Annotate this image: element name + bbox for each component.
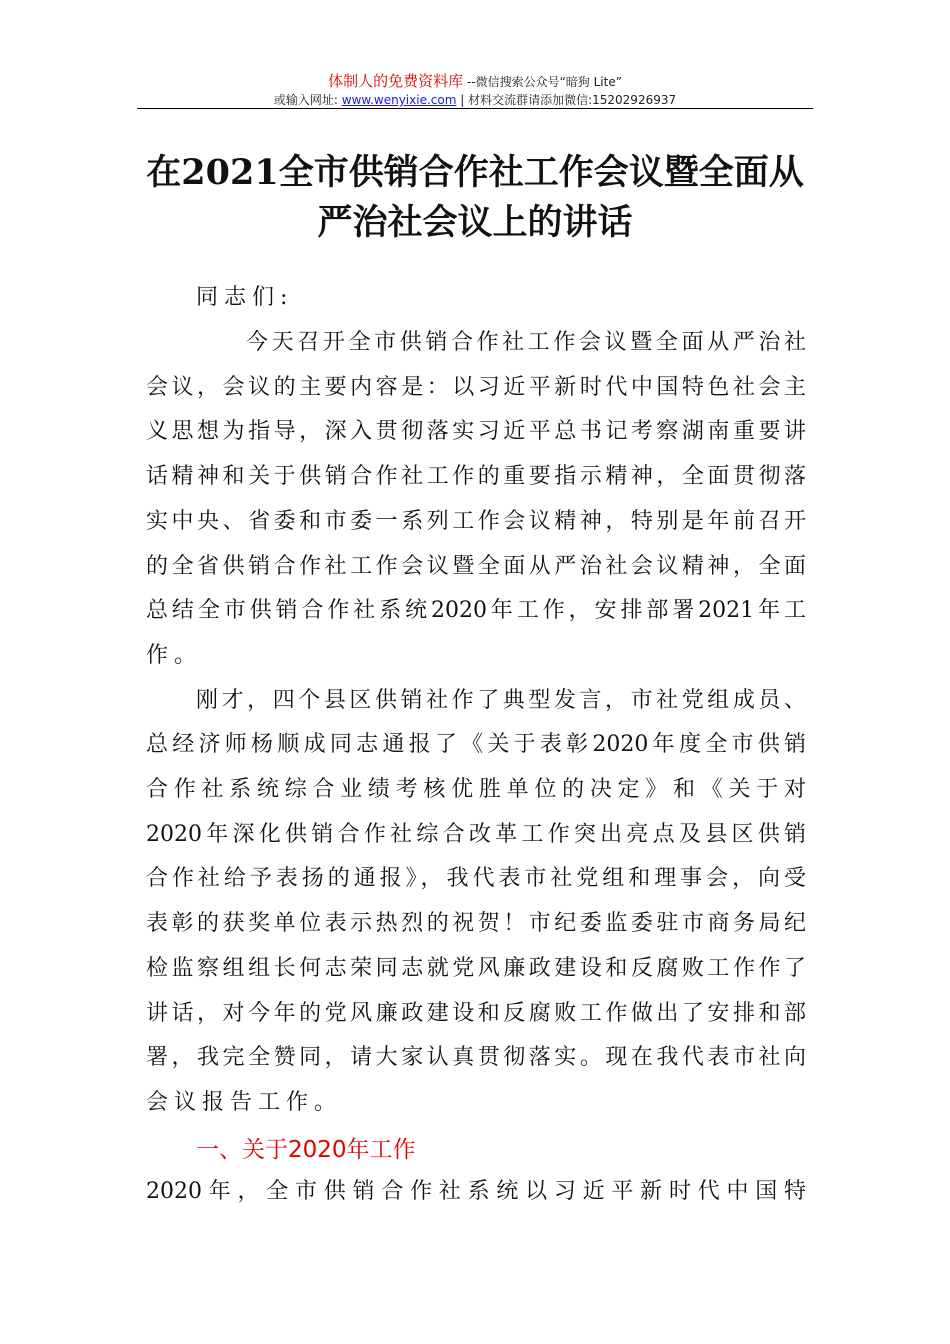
title-line-1: 在2021全市供销合作社工作会议暨全面从 [146, 152, 804, 193]
body-line: 会议，会议的主要内容是：以习近平新时代中国特色社会主 [146, 374, 806, 400]
body-line: 会议报告工作。 [146, 1089, 343, 1115]
body-line: 合作社给予表扬的通报》，我代表市社党组和理事会，向受 [146, 866, 806, 892]
body-line: 讲话，对今年的党风廉政建设和反腐败工作做出了安排和部 [146, 1000, 806, 1026]
body-line: 总结全市供销合作社系统2020年工作，安排部署2021年工 [146, 598, 806, 624]
body-line: 总经济师杨顺成同志通报了《关于表彰2020年度全市供销 [146, 732, 806, 758]
body-line: 2020年，全市供销合作社系统以习近平新时代中国特 [146, 1179, 806, 1204]
header-divider [137, 108, 813, 109]
site-link[interactable]: www.wenyixie.com [341, 93, 457, 107]
title-line-2: 严治社会议上的讲话 [317, 202, 633, 243]
body-line: 表彰的获奖单位表示热烈的祝贺！市纪委监委驻市商务局纪 [146, 911, 806, 937]
salutation: 同志们: [196, 285, 294, 310]
body-line: 义思想为指导，深入贯彻落实习近平总书记考察湖南重要讲 [146, 419, 806, 445]
site-name: 体制人的免费资料库 [328, 72, 464, 90]
body-line: 话精神和关于供销合作社工作的重要指示精神，全面贯彻落 [146, 464, 806, 490]
body-line: 作。 [146, 642, 203, 668]
watermark-header [0, 70, 950, 91]
body-line: 今天召开全市供销合作社工作会议暨全面从严治社 [246, 330, 806, 355]
body-line: 的全省供销合作社工作会议暨全面从严治社会议精神，全面 [146, 553, 806, 579]
body-line: 合作社系统综合业绩考核优胜单位的决定》和《关于对 [146, 777, 806, 802]
body-line: 实中央、省委和市委一系列工作会议精神，特别是年前召开 [146, 508, 806, 534]
body-line: 检监察组组长何志荣同志就党风廉政建设和反腐败工作作了 [146, 955, 806, 981]
section-heading: 一、关于2020年工作 [196, 1137, 416, 1163]
contact-info: | 材料交流群请添加微信:15202926937 [460, 93, 677, 107]
body-line: 署，我完全赞同，请大家认真贯彻落实。现在我代表市社向 [146, 1045, 806, 1071]
body-line: 2020年深化供销合作社综合改革工作突出亮点及县区供销 [146, 821, 806, 847]
search-hint: --微信搜索公众号“暗狗 Lite” [466, 75, 622, 89]
body-line: 刚才，四个县区供销社作了典型发言，市社党组成员、 [196, 687, 806, 713]
contact-header [0, 91, 950, 108]
url-prefix: 或输入网址: [273, 93, 338, 107]
